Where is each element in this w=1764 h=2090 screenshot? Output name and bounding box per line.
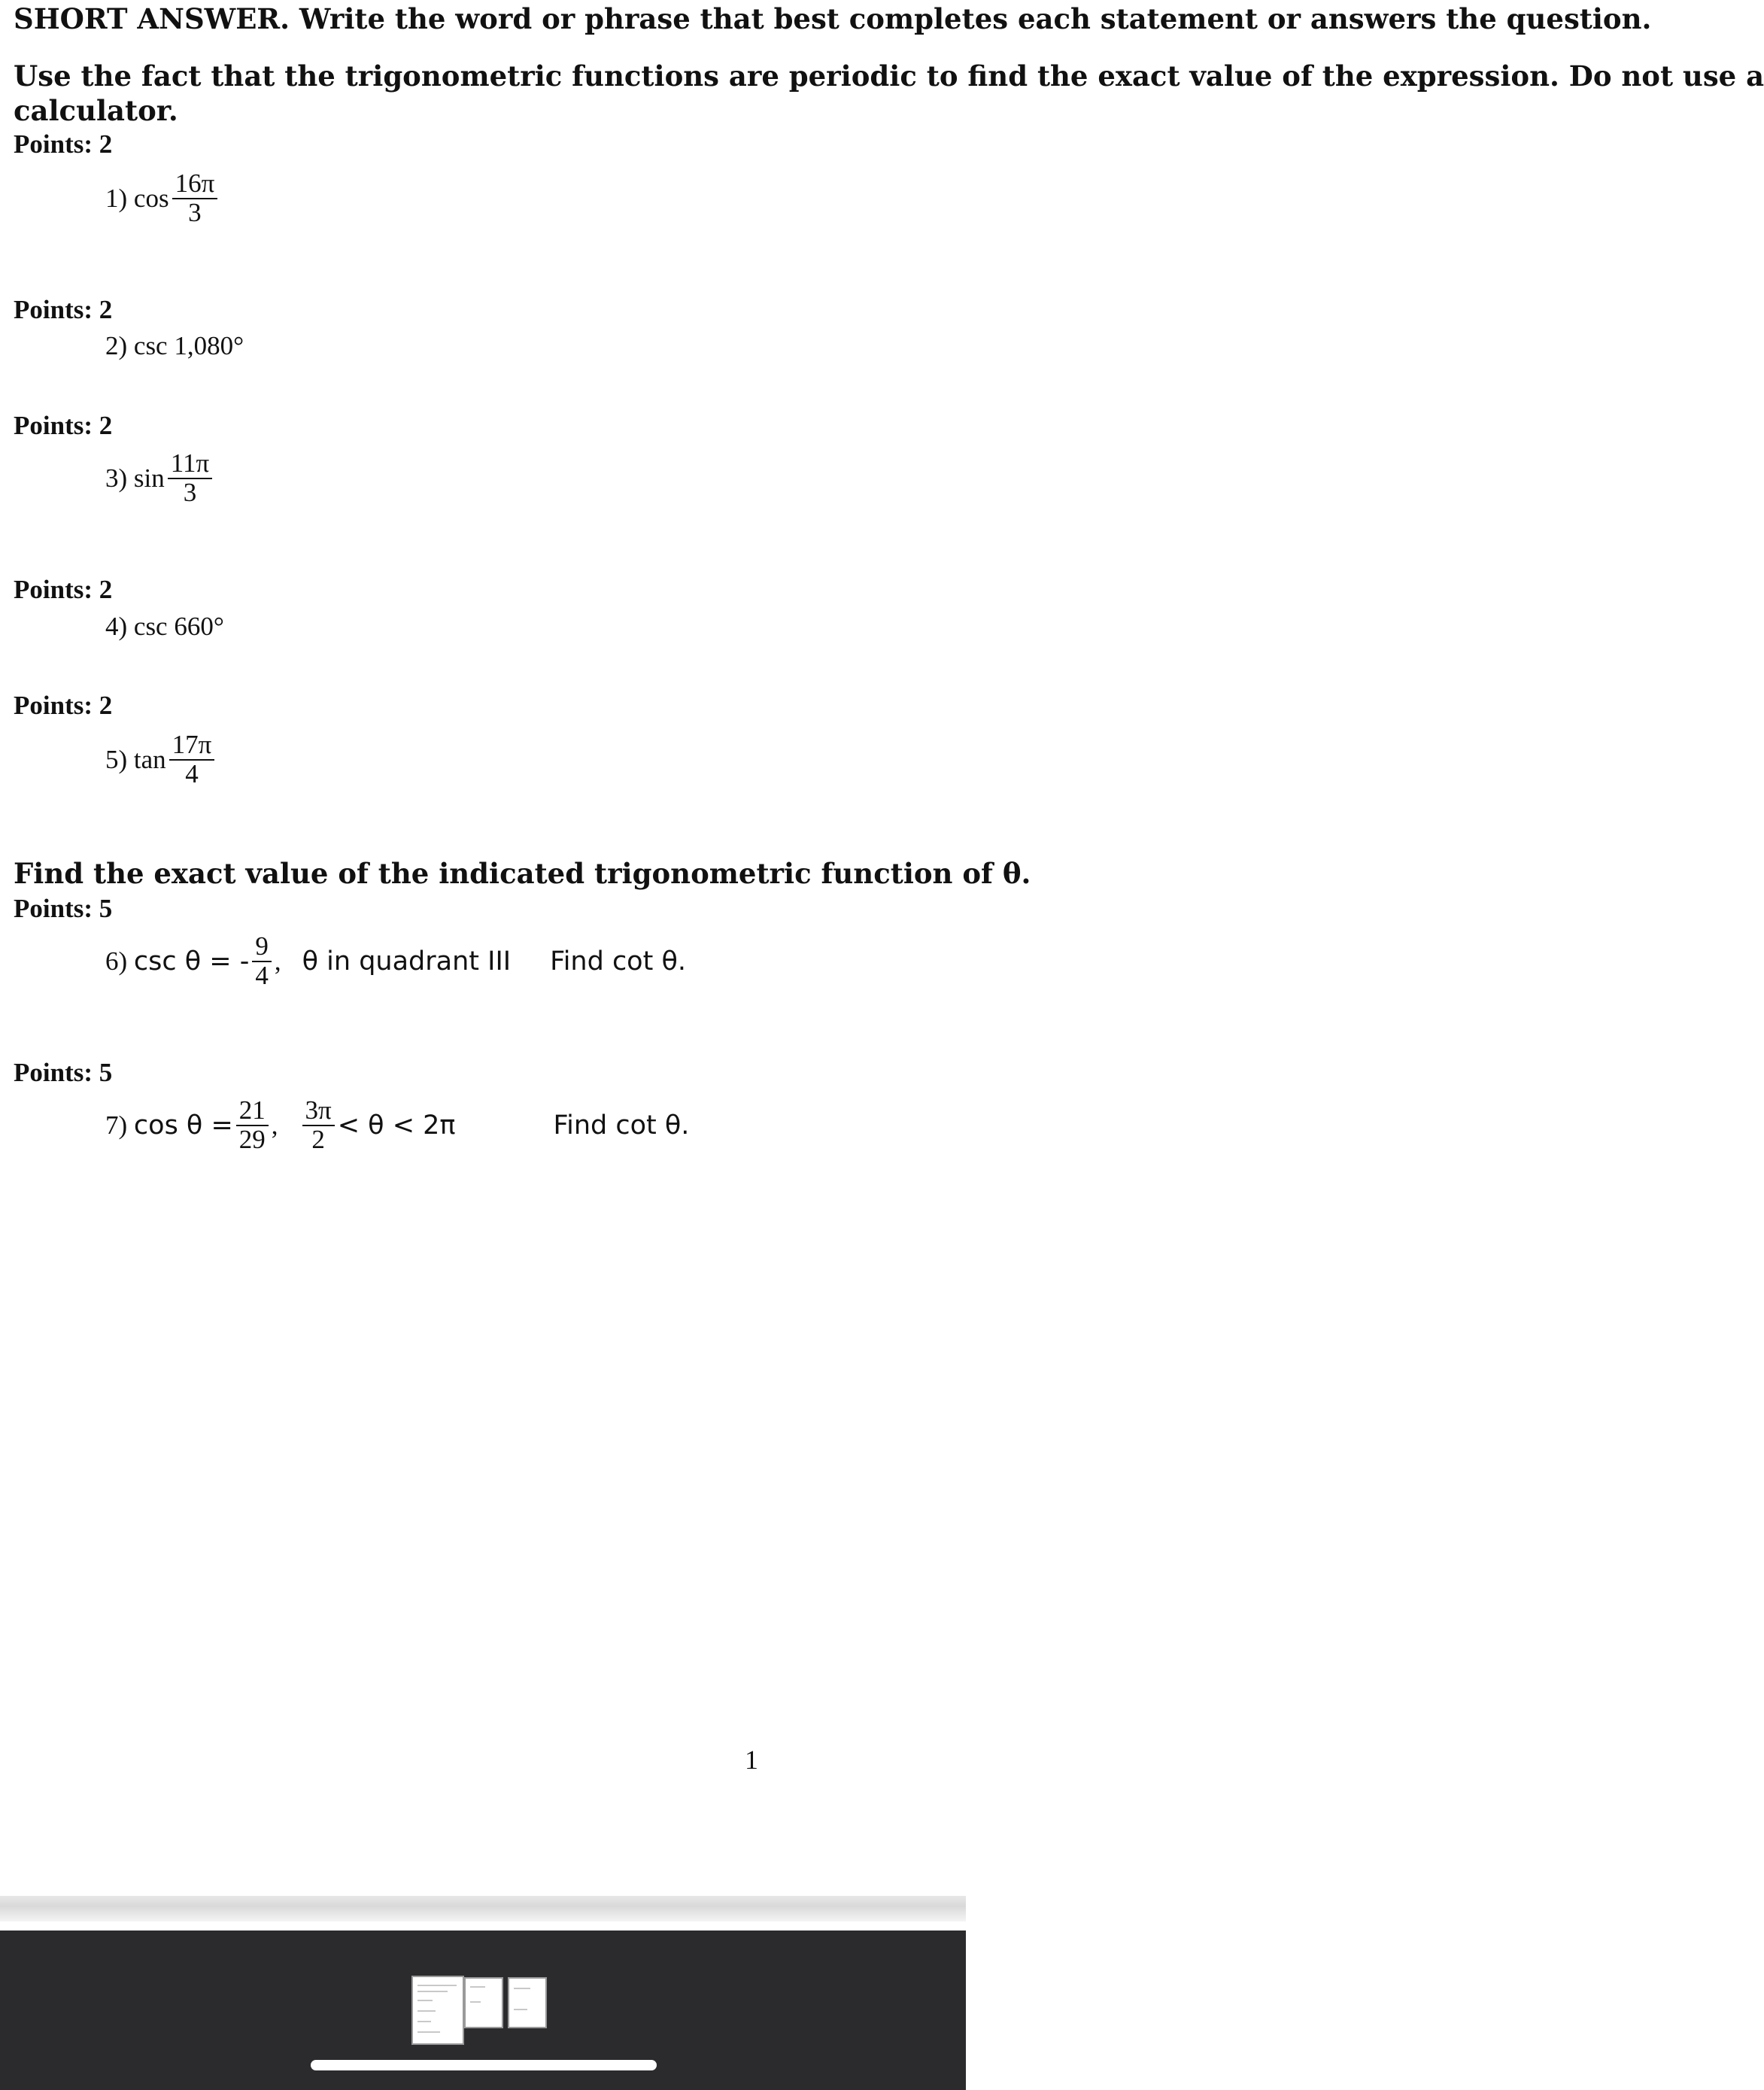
function-name: cos (133, 183, 169, 213)
points-label: Points: 2 (14, 691, 113, 720)
points-label: Points: 2 (14, 129, 113, 159)
fraction (168, 450, 212, 507)
function-name: tan (133, 744, 166, 774)
equation-lhs: csc θ = - (133, 946, 250, 977)
question-number: 4) (105, 612, 128, 641)
condition-fraction (302, 1097, 335, 1154)
fraction (236, 1097, 269, 1154)
home-indicator[interactable] (311, 2060, 657, 2070)
find-label: Find cot θ. (553, 1110, 690, 1141)
question-7: 7) cos θ = $\frac{21}{29}$ , $\frac{3\pi}{2}$ < θ < 2π Find cot θ. (105, 1095, 690, 1154)
fraction (169, 731, 215, 788)
condition: < θ < 2π (337, 1110, 456, 1141)
section-header: SHORT ANSWER. Write the word or phrase that best completes each statement or answers the question. (14, 2, 1652, 35)
question-number: 1) (105, 183, 128, 213)
denominator: 4 (255, 960, 269, 990)
points-label: Points: 2 (14, 575, 113, 604)
question-number: 3) (105, 463, 128, 493)
page-thumbnail-3[interactable] (508, 1977, 547, 2028)
numerator: 3π (302, 1097, 335, 1126)
question-number: 6) (105, 946, 128, 976)
numerator: 9 (252, 933, 272, 962)
question-number: 5) (105, 744, 128, 774)
points-label: Points: 2 (14, 411, 113, 440)
page-divider (0, 1896, 966, 1921)
expression: csc 1,080° (133, 331, 244, 360)
page-number: 1 (745, 1745, 758, 1775)
points-label: Points: 2 (14, 295, 113, 324)
denominator: 4 (185, 758, 199, 788)
question-1 (105, 170, 220, 227)
numerator: 11π (168, 450, 212, 479)
instruction-line-2: calculator. (14, 94, 178, 127)
function-name: sin (133, 463, 165, 493)
denominator: 3 (188, 197, 202, 227)
fraction (172, 170, 218, 227)
question-6: 6) csc θ = - $\frac{9}{4}$ , θ in quadrant III Find cot θ. (105, 931, 686, 990)
denominator: 3 (183, 477, 197, 507)
question-number: 2) (105, 331, 128, 360)
condition: θ in quadrant III (302, 946, 512, 977)
expression: csc 660° (133, 612, 224, 641)
points-label: Points: 5 (14, 1058, 113, 1087)
denominator: 29 (238, 1124, 266, 1154)
question-2 (105, 331, 244, 361)
equation-lhs: cos θ = (133, 1110, 233, 1141)
section-2-instruction: Find the exact value of the indicated trigonometric function of θ. (14, 857, 1031, 890)
question-number: 7) (105, 1110, 128, 1140)
denominator: 2 (311, 1124, 325, 1154)
numerator: 16π (172, 170, 218, 199)
page-thumbnail-2[interactable] (464, 1977, 503, 2028)
fraction (252, 933, 272, 990)
find-label: Find cot θ. (550, 946, 686, 977)
page-thumbnail-1[interactable] (411, 1976, 464, 2045)
numerator: 17π (169, 731, 215, 761)
question-3 (105, 450, 215, 507)
numerator: 21 (236, 1097, 269, 1126)
instruction-line-1: Use the fact that the trigonometric functions are periodic to find the exact value of the expression. Do not use a (14, 59, 1764, 93)
question-5 (105, 731, 217, 788)
points-label: Points: 5 (14, 894, 113, 923)
question-4 (105, 612, 224, 642)
